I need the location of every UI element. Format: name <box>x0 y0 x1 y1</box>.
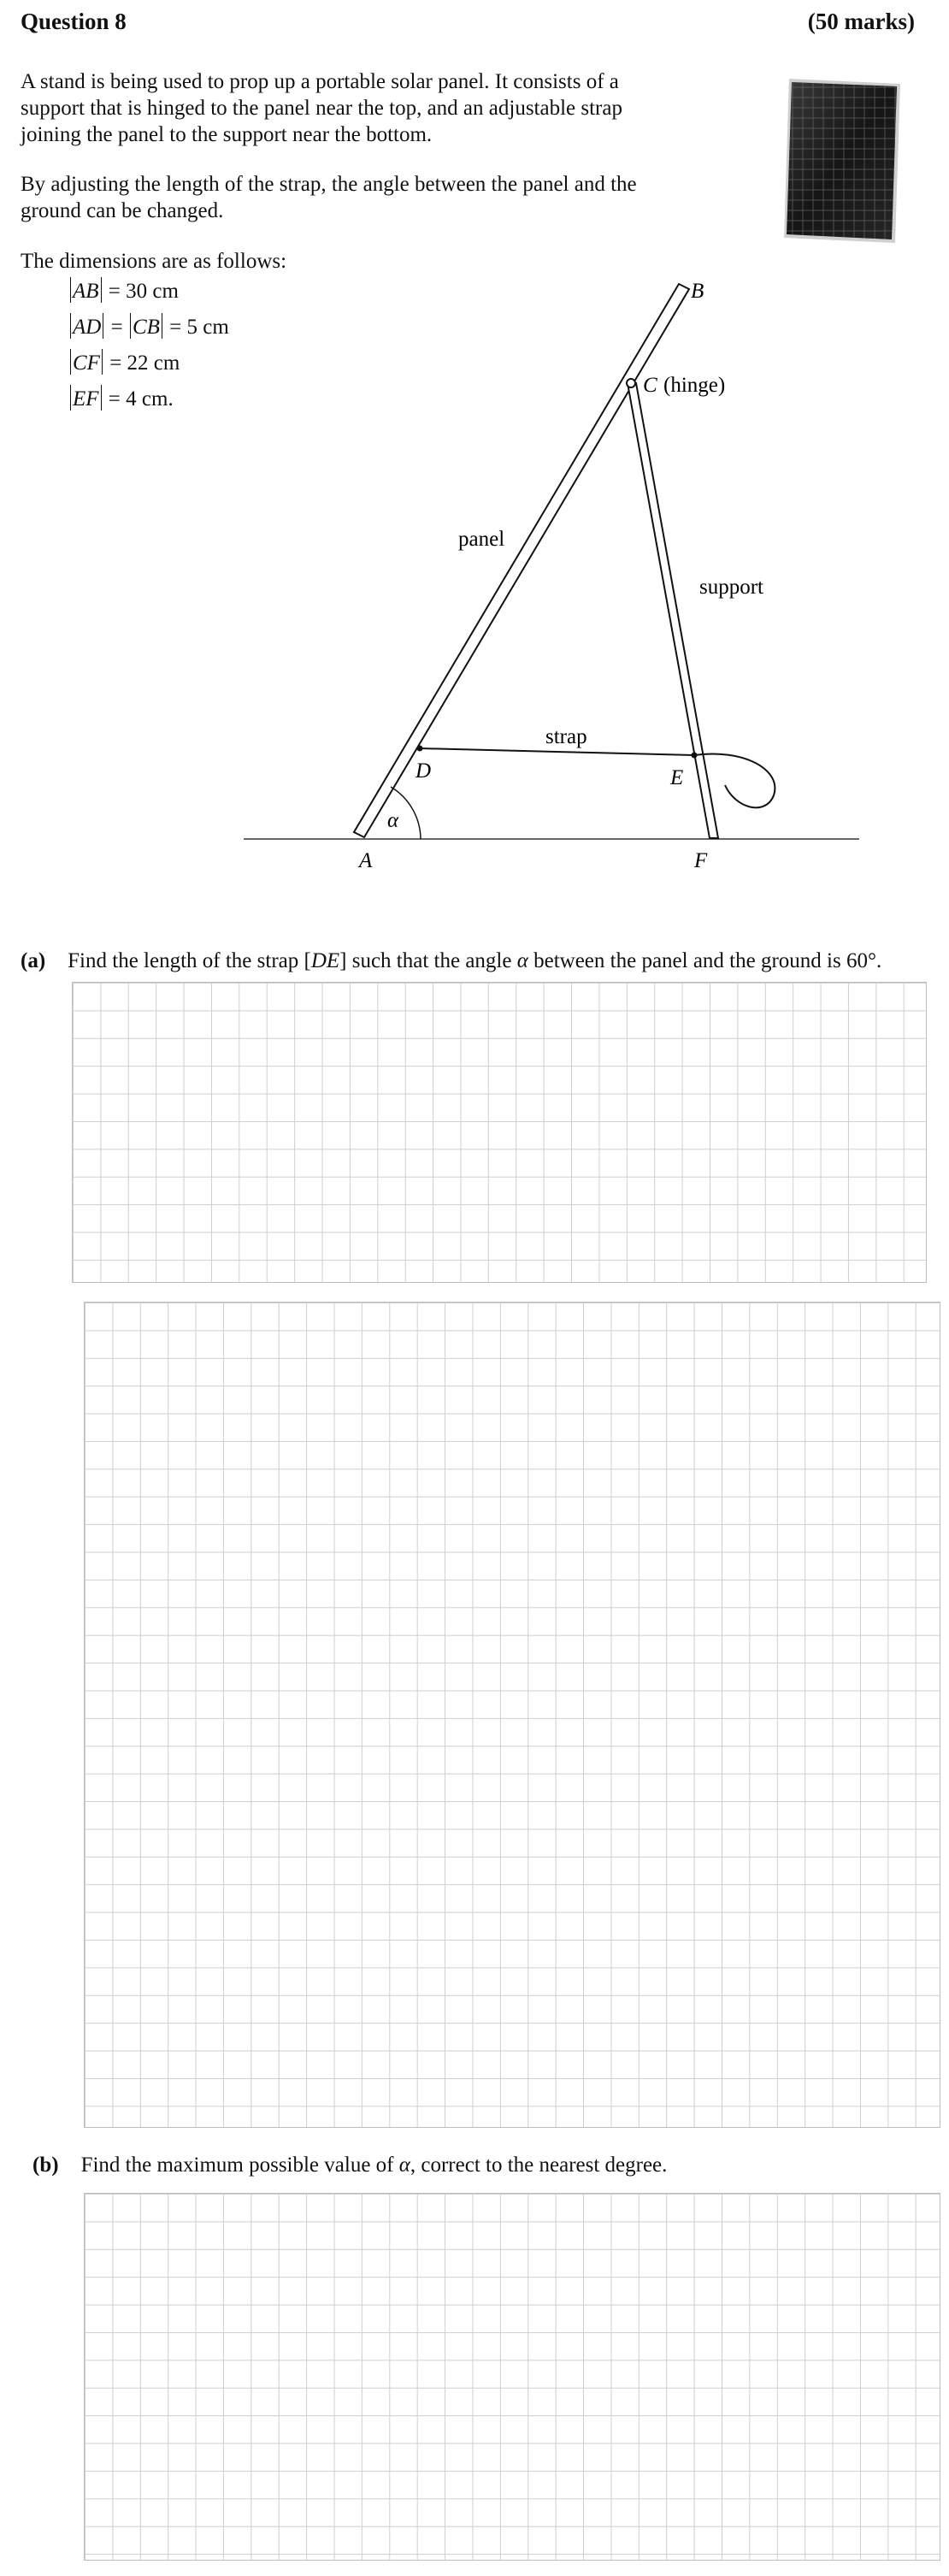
marks-label: (50 marks) <box>807 9 915 34</box>
label-d: D <box>416 759 432 783</box>
label-alpha: α <box>387 809 399 832</box>
label-c: C <box>643 374 657 397</box>
dimensions-heading: The dimensions are as follows: <box>21 250 287 273</box>
part-b-question: (b) Find the maximum possible value of α, correct to the nearest degree. <box>32 2154 668 2177</box>
part-a-answer-grid[interactable] <box>72 982 927 1283</box>
hinge-point <box>627 379 635 387</box>
label-a: A <box>359 849 373 872</box>
solar-panel-image <box>782 77 902 245</box>
stand-diagram <box>0 257 949 872</box>
dimension-ab: AB = 30 cm <box>68 274 229 310</box>
label-support: support <box>699 576 763 599</box>
label-panel: panel <box>458 528 505 551</box>
point-d <box>417 746 423 752</box>
question-title: Question 8 <box>21 9 127 34</box>
label-e: E <box>670 766 684 789</box>
part-a-question: (a) Find the length of the strap [DE] such that the angle α between the panel and the ground is 60°. <box>21 949 882 972</box>
part-a-label: (a) <box>21 949 46 972</box>
dimension-ef: EF = 4 cm. <box>68 381 229 417</box>
intro-paragraph-1: A stand is being used to prop up a portable solar panel. It consists of a support that is hinged to the panel near the top, and an adjustable strap joining the panel to the support near the bottom. <box>21 70 622 146</box>
strap-line <box>420 748 694 755</box>
label-f: F <box>694 849 708 872</box>
label-strap: strap <box>545 725 587 748</box>
label-hinge: (hinge) <box>663 374 726 397</box>
part-b-label: (b) <box>32 2154 59 2177</box>
dimension-ad-cb: AD = CB = 5 cm <box>68 310 229 346</box>
dimension-cf: CF = 22 cm <box>68 346 229 381</box>
intro-paragraph-2: By adjusting the length of the strap, the angle between the panel and the ground can be changed. <box>21 173 637 222</box>
continuation-answer-grid[interactable] <box>84 1302 940 2128</box>
label-b: B <box>691 280 704 303</box>
part-b-answer-grid[interactable] <box>84 2193 940 2561</box>
